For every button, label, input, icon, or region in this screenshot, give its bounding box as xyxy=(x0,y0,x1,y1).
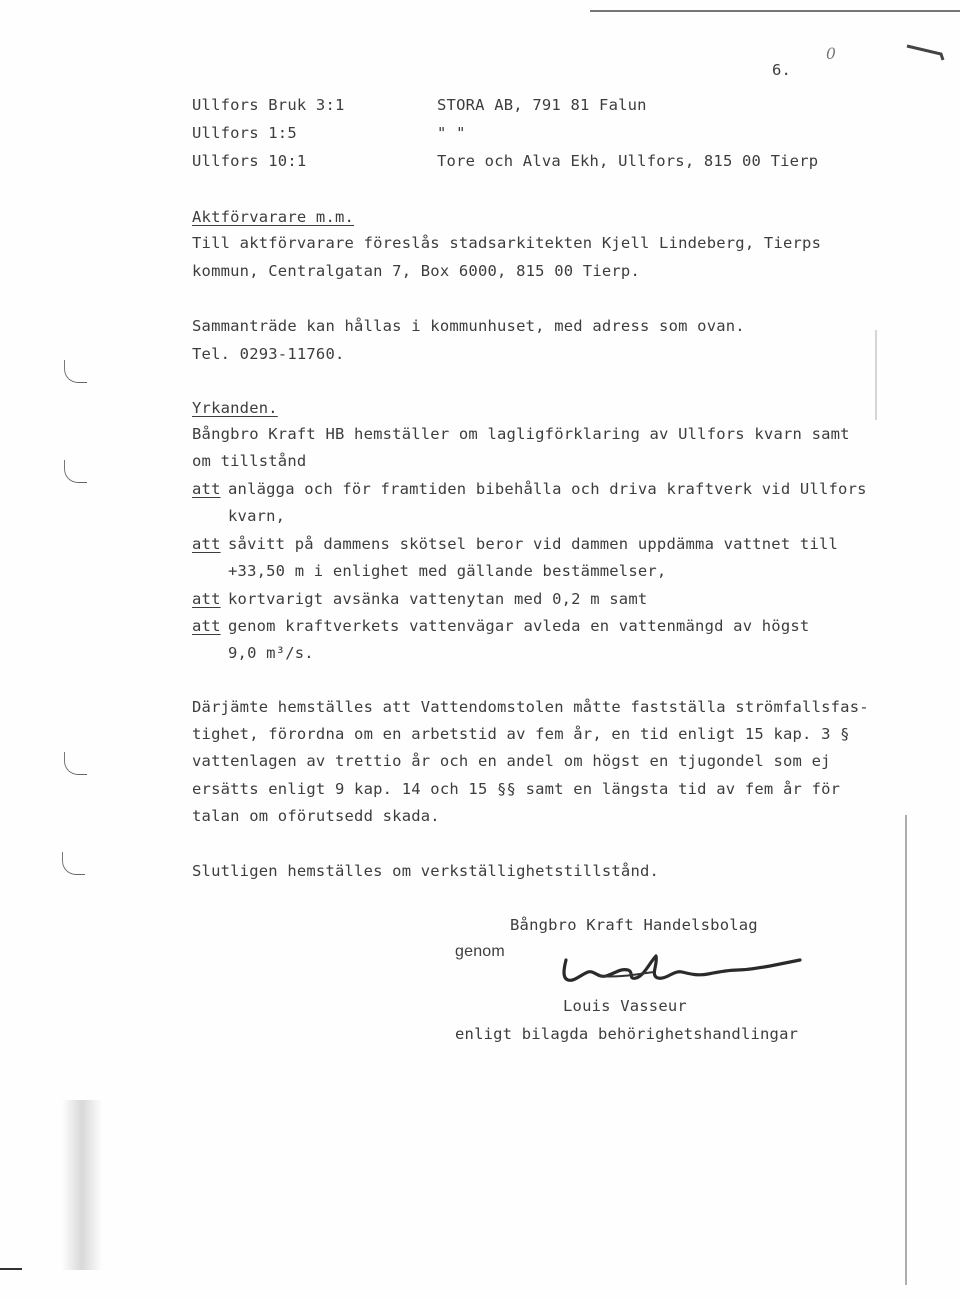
signatory-name: Louis Vasseur xyxy=(563,997,687,1015)
body-text-line: vattenlagen av trettio år och en andel om högst en tjugondel som ej xyxy=(192,752,831,770)
body-text-line: om tillstånd xyxy=(192,452,307,470)
property-name: Ullfors Bruk 3:1 xyxy=(192,96,345,114)
scan-edge-line xyxy=(0,1268,22,1270)
property-owner: " " xyxy=(437,124,466,142)
scan-shadow xyxy=(62,1100,102,1270)
corner-scan-mark xyxy=(905,40,945,62)
body-text-line: talan om oförutsedd skada. xyxy=(192,807,440,825)
punch-hole-mark xyxy=(62,852,85,875)
body-text-line: Slutligen hemställes om verkställighetstillstånd. xyxy=(192,862,660,880)
claim-text-line: kortvarigt avsänka vattenytan med 0,2 m samt xyxy=(228,590,648,608)
property-name: Ullfors 10:1 xyxy=(192,152,307,170)
property-name: Ullfors 1:5 xyxy=(192,124,297,142)
claim-text-line: genom kraftverkets vattenvägar avleda en vattenmängd av högst xyxy=(228,617,810,635)
body-text-line: Därjämte hemställes att Vattendomstolen måtte fastställa strömfallsfas- xyxy=(192,698,869,716)
body-text-line: Bångbro Kraft HB hemställer om lagligförklaring av Ullfors kvarn samt xyxy=(192,425,850,443)
scan-edge-line xyxy=(875,330,877,420)
body-text-line: Till aktförvarare föreslås stadsarkitekten Kjell Lindeberg, Tierps xyxy=(192,234,822,252)
company-name: Bångbro Kraft Handelsbolag xyxy=(510,916,758,934)
signatory-note: enligt bilagda behörighetshandlingar xyxy=(455,1025,799,1043)
body-text-line: tighet, förordna om en arbetstid av fem år, en tid enligt 15 kap. 3 § xyxy=(192,725,850,743)
punch-hole-mark xyxy=(64,460,87,483)
claim-text-line: anlägga och för framtiden bibehålla och driva kraftverk vid Ullfors xyxy=(228,480,867,498)
claim-marker: att xyxy=(192,617,221,635)
section-heading: Yrkanden. xyxy=(192,399,278,417)
body-text-line: Sammanträde kan hållas i kommunhuset, med adress som ovan. xyxy=(192,317,745,335)
claim-marker: att xyxy=(192,480,221,498)
claim-text-line: kvarn, xyxy=(228,507,286,525)
claim-marker: att xyxy=(192,535,221,553)
section-heading: Aktförvarare m.m. xyxy=(192,208,355,226)
scan-edge-line xyxy=(590,10,960,12)
property-owner: STORA AB, 791 81 Falun xyxy=(437,96,647,114)
claim-text-line: 9,0 m³/s. xyxy=(228,644,314,662)
scan-edge-line xyxy=(905,815,907,1285)
claim-text-line: +33,50 m i enlighet med gällande bestämmelser, xyxy=(228,562,667,580)
claim-text-line: såvitt på dammens skötsel beror vid dammen uppdämma vattnet till xyxy=(228,535,839,553)
handwritten-signature xyxy=(558,948,808,990)
body-text-line: kommun, Centralgatan 7, Box 6000, 815 00 Tierp. xyxy=(192,262,640,280)
punch-hole-mark xyxy=(64,360,87,383)
property-owner: Tore och Alva Ekh, Ullfors, 815 00 Tierp xyxy=(437,152,819,170)
claim-marker: att xyxy=(192,590,221,608)
page-number: 6. xyxy=(772,61,792,79)
punch-hole-mark xyxy=(64,752,87,775)
body-text-line: ersätts enligt 9 kap. 14 och 15 §§ samt en längsta tid av fem år för xyxy=(192,780,841,798)
body-text-line: Tel. 0293-11760. xyxy=(192,345,345,363)
handwritten-mark: 0 xyxy=(826,45,837,63)
signature-genom: genom xyxy=(455,943,505,960)
